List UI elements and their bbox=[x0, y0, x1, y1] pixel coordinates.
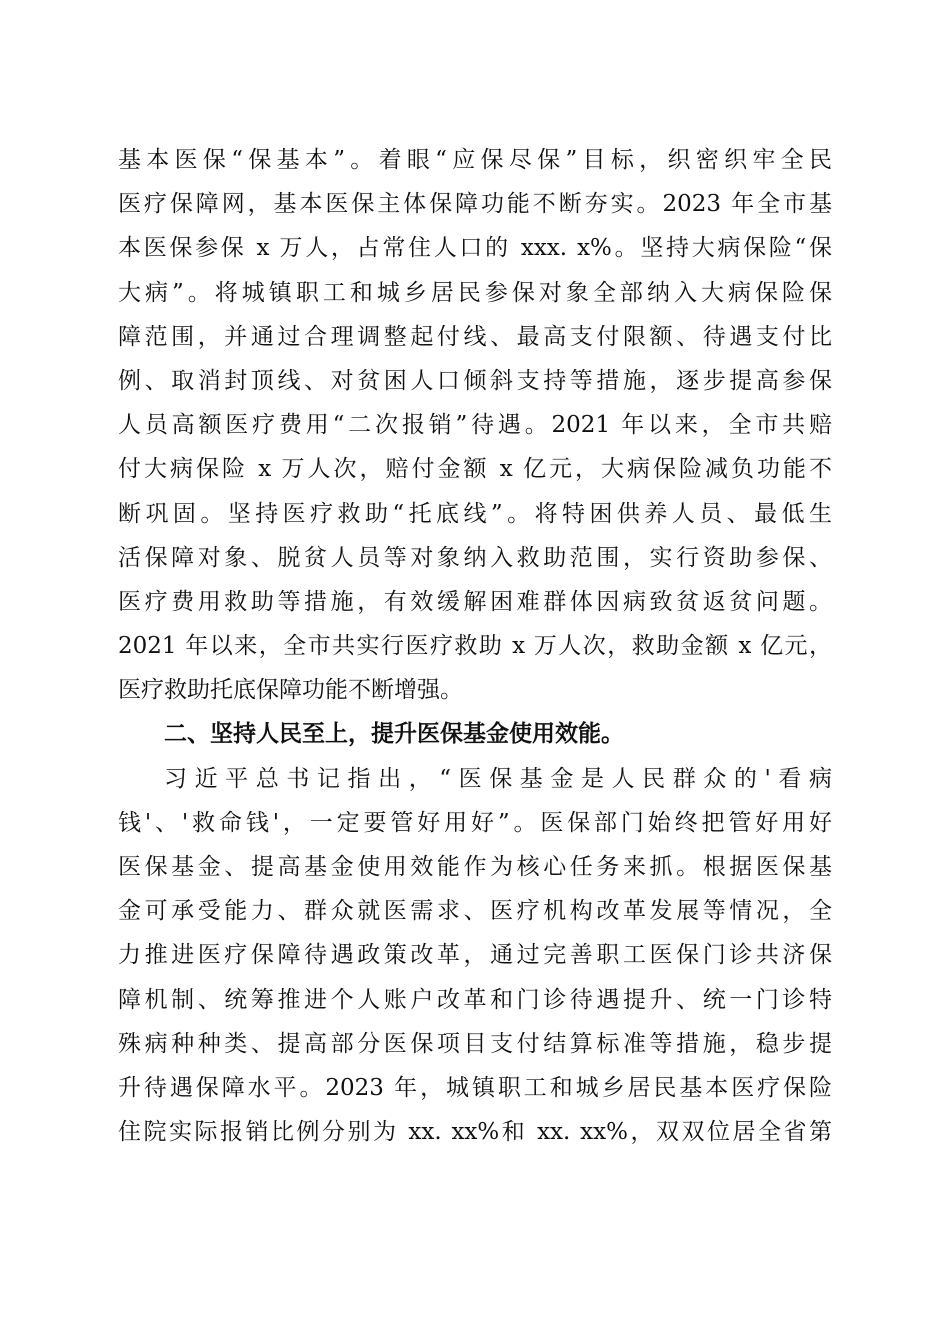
text-line: 本医保参保 x 万人，占常住人口的 xxx. x%。坚持大病保险“保 bbox=[118, 235, 832, 262]
text-line: 医疗费用救助等措施，有效缓解困难群体因病致贫返贫问题。 bbox=[118, 588, 832, 615]
text-line: 金可承受能力、群众就医需求、医疗机构改革发展等情况，全 bbox=[118, 898, 832, 925]
text-line: 医保基金、提高基金使用效能作为核心任务来抓。根据医保基 bbox=[118, 854, 832, 880]
section-heading: 二、坚持人民至上，提升医保基金使用效能。 bbox=[164, 721, 624, 748]
text-line: 习近平总书记指出，“医保基金是人民群众的'看病 bbox=[164, 765, 832, 792]
paragraph-2 bbox=[118, 757, 832, 1155]
text-line: 人员高额医疗费用“二次报销”待遇。2021 年以来，全市共赔 bbox=[118, 412, 832, 439]
text-line: 殊病种种类、提高部分医保项目支付结算标准等措施，稳步提 bbox=[118, 1030, 832, 1057]
text-line: 付大病保险 x 万人次，赔付金额 x 亿元，大病保险减负功能不 bbox=[118, 456, 832, 483]
text-line: 力推进医疗保障待遇政策改革，通过完善职工医保门诊共济保 bbox=[118, 942, 832, 969]
text-line: 2021 年以来，全市共实行医疗救助 x 万人次，救助金额 x 亿元， bbox=[118, 633, 832, 660]
text-line: 例、取消封顶线、对贫困人口倾斜支持等措施，逐步提高参保 bbox=[118, 367, 832, 394]
text-line: 大病”。将城镇职工和城乡居民参保对象全部纳入大病保险保 bbox=[118, 279, 832, 306]
document-body bbox=[118, 138, 832, 1154]
text-line: 医疗救助托底保障功能不断增强。 bbox=[118, 677, 463, 704]
text-line: 障机制、统筹推进个人账户改革和门诊待遇提升、统一门诊特 bbox=[118, 986, 832, 1013]
text-line: 障范围，并通过合理调整起付线、最高支付限额、待遇支付比 bbox=[118, 323, 832, 350]
text-line: 升待遇保障水平。2023 年，城镇职工和城乡居民基本医疗保险 bbox=[118, 1074, 832, 1101]
text-line: 住院实际报销比例分别为 xx. xx%和 xx. xx%，双双位居全省第 bbox=[118, 1119, 832, 1146]
paragraph-1 bbox=[118, 138, 832, 712]
text-line: 基本医保“保基本”。着眼“应保尽保”目标，织密织牢全民 bbox=[118, 147, 832, 173]
text-line: 医疗保障网，基本医保主体保障功能不断夯实。2023 年全市基 bbox=[118, 191, 832, 218]
text-line: 活保障对象、脱贫人员等对象纳入救助范围，实行资助参保、 bbox=[118, 544, 832, 571]
text-line: 断巩固。坚持医疗救助“托底线”。将特困供养人员、最低生 bbox=[118, 500, 832, 527]
text-line: 钱'、'救命钱'，一定要管好用好”。医保部门始终把管好用好 bbox=[118, 809, 832, 836]
